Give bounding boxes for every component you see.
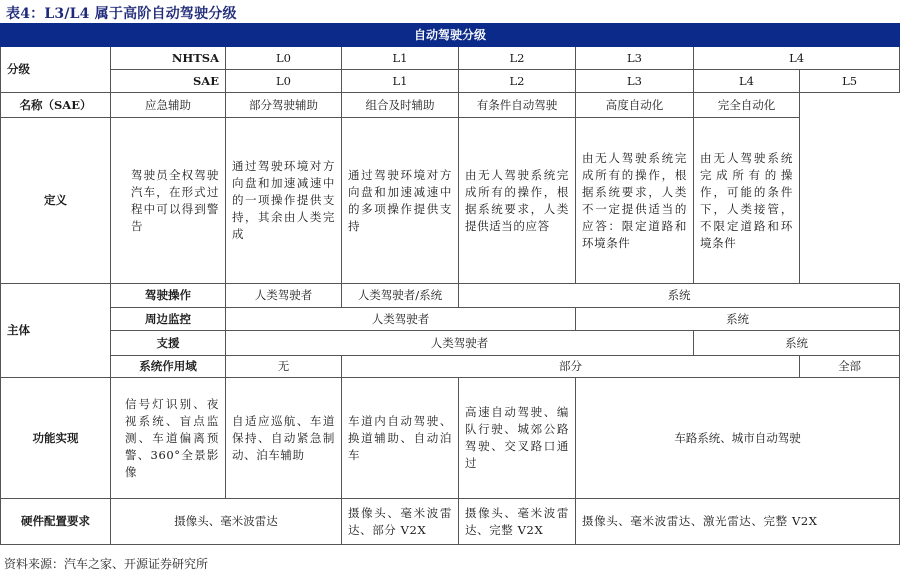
sae-level: L5 <box>800 70 900 93</box>
function-row <box>1 378 900 499</box>
function-cell: 车道内自动驾驶、换道辅助、自动泊车 <box>342 378 459 499</box>
nhtsa-level: L1 <box>342 47 459 70</box>
classification-label: 分级 <box>1 47 111 93</box>
support-cell: 人类驾驶者 <box>226 331 694 356</box>
monitoring-cell: 人类驾驶者 <box>226 308 576 331</box>
hardware-label: 硬件配置要求 <box>1 499 111 545</box>
name-cell: 部分驾驶辅助 <box>226 93 342 118</box>
driving-operation-label: 驾驶操作 <box>111 284 226 308</box>
name-cell: 应急辅助 <box>111 93 226 118</box>
definition-label: 定义 <box>1 118 111 284</box>
function-cell: 高速自动驾驶、编队行驶、城郊公路驾驶、交叉路口通过 <box>459 378 576 499</box>
definition-cell: 由无人驾驶系统完成所有的操作，根据系统要求，人类不一定提供适当的应答：限定道路和环境条件 <box>576 118 694 284</box>
name-cell: 完全自动化 <box>694 93 800 118</box>
support-label: 支援 <box>111 331 226 356</box>
definition-cell: 由无人驾驶系统完成所有的操作，可能的条件下，人类接管，不限定道路和环境条件 <box>694 118 800 284</box>
sae-label: SAE <box>111 70 226 93</box>
source-note: 资料来源：汽车之家、开源证券研究所 <box>4 557 209 571</box>
nhtsa-label: NHTSA <box>111 47 226 70</box>
header-row <box>1 24 900 47</box>
system-domain-label: 系统作用域 <box>111 356 226 378</box>
sae-level: L2 <box>459 70 576 93</box>
table-caption: 表4：L3/L4 属于高阶自动驾驶分级 <box>6 6 237 22</box>
definition-row <box>1 118 900 284</box>
sae-level: L3 <box>576 70 694 93</box>
system-domain-cell: 部分 <box>342 356 800 378</box>
definition-cell: 驾驶员全权驾驶汽车，在形式过程中可以得到警告 <box>111 118 226 284</box>
definition-cell: 由无人驾驶系统完成所有的操作，根据系统要求，人类提供适当的应答 <box>459 118 576 284</box>
name-label: 名称（SAE） <box>1 93 111 118</box>
driving-operation-cell: 人类驾驶者/系统 <box>342 284 459 308</box>
hardware-cell: 摄像头、毫米波雷达 <box>111 499 342 545</box>
system-domain-cell: 全部 <box>800 356 900 378</box>
monitoring-row <box>1 308 900 331</box>
definition-cell: 通过驾驶环境对方向盘和加速减速中的多项操作提供支持 <box>342 118 459 284</box>
function-label: 功能实现 <box>1 378 111 499</box>
nhtsa-level: L0 <box>226 47 342 70</box>
nhtsa-level: L4 <box>694 47 900 70</box>
name-cell: 高度自动化 <box>576 93 694 118</box>
driving-operation-cell: 人类驾驶者 <box>226 284 342 308</box>
sae-level: L4 <box>694 70 800 93</box>
hardware-cell: 摄像头、毫米波雷达、激光雷达、完整 V2X <box>576 499 900 545</box>
definition-cell: 通过驾驶环境对方向盘和加速减速中的一项操作提供支持，其余由人类完成 <box>226 118 342 284</box>
hardware-cell: 摄像头、毫米波雷达、完整 V2X <box>459 499 576 545</box>
nhtsa-row <box>1 47 900 70</box>
function-cell: 车路系统、城市自动驾驶 <box>576 378 900 499</box>
name-cell: 有条件自动驾驶 <box>459 93 576 118</box>
function-cell: 信号灯识别、夜视系统、盲点监测、车道偏离预警、360°全景影像 <box>111 378 226 499</box>
hardware-cell: 摄像头、毫米波雷达、部分 V2X <box>342 499 459 545</box>
support-cell: 系统 <box>694 331 900 356</box>
sae-row <box>1 70 900 93</box>
table-header: 自动驾驶分级 <box>1 24 900 47</box>
driving-operation-row <box>1 284 900 308</box>
sae-level: L1 <box>342 70 459 93</box>
name-row <box>1 93 900 118</box>
support-row <box>1 331 900 356</box>
monitoring-label: 周边监控 <box>111 308 226 331</box>
subject-label: 主体 <box>1 284 111 378</box>
nhtsa-level: L2 <box>459 47 576 70</box>
hardware-row <box>1 499 900 545</box>
system-domain-cell: 无 <box>226 356 342 378</box>
nhtsa-level: L3 <box>576 47 694 70</box>
name-cell: 组合及时辅助 <box>342 93 459 118</box>
monitoring-cell: 系统 <box>576 308 900 331</box>
autonomous-driving-levels-table <box>0 23 900 545</box>
sae-level: L0 <box>226 70 342 93</box>
system-domain-row <box>1 356 900 378</box>
driving-operation-cell: 系统 <box>459 284 900 308</box>
function-cell: 自适应巡航、车道保持、自动紧急制动、泊车辅助 <box>226 378 342 499</box>
